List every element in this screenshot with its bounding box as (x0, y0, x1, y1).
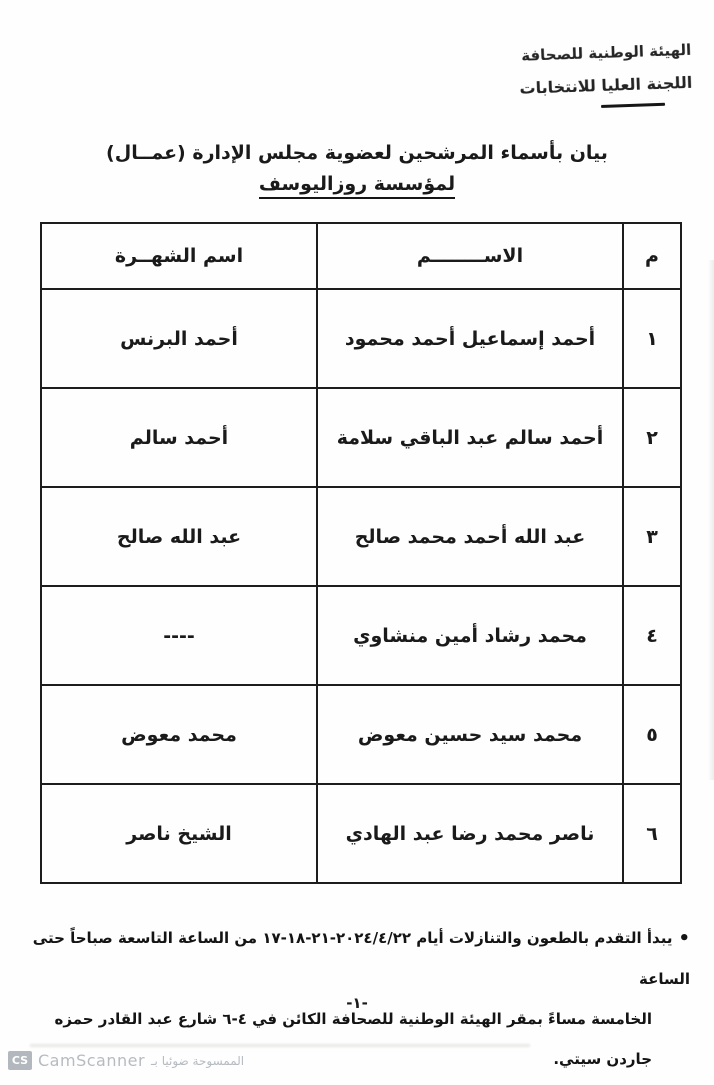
title-line-1: بيان بأسماء المرشحين لعضوية مجلس الإدارة (عمــال) (106, 142, 608, 164)
footnote-address-numbers: ٤-٦ (222, 1009, 247, 1028)
title-line-2 (0, 173, 714, 195)
table-row (41, 487, 681, 586)
scan-artifact (30, 1044, 530, 1047)
cell-nickname: عبد الله صالح (41, 487, 317, 586)
table-header-row (41, 223, 681, 289)
cell-number: ٤ (623, 586, 681, 685)
cell-number: ٢ (623, 388, 681, 487)
cell-name: أحمد إسماعيل أحمد محمود (317, 289, 623, 388)
footnote-text: يبدأ التقدم بالطعون والتنازلات أيام (411, 929, 673, 947)
header-number: م (623, 223, 681, 289)
cell-name: ناصر محمد رضا عبد الهادي (317, 784, 623, 883)
cell-nickname: ---- (41, 586, 317, 685)
bullet-icon: • (678, 927, 690, 949)
footnote-text: الخامسة مساءً بمقر الهيئة الوطنية للصحافة الكائن في (246, 1009, 652, 1028)
footnote-dates: ٢٠٢٤/٤/٢٢-٢١-١٨-١٧ (262, 929, 412, 947)
table-row (41, 784, 681, 883)
footnote-text: شارع عبد القادر حمزه جاردن سيتي. (54, 1009, 652, 1068)
stamp-underline (601, 103, 665, 108)
cell-number: ٥ (623, 685, 681, 784)
stamp-line-committee: اللجنة العليا للانتخابات (519, 72, 693, 98)
table-row (41, 289, 681, 388)
camscanner-logo-icon: CS (8, 1051, 32, 1070)
camscanner-watermark (8, 1051, 244, 1070)
cell-nickname: محمد معوض (41, 685, 317, 784)
page-number: -١- (346, 994, 368, 1012)
header-name: الاســــــــم (317, 223, 623, 289)
title-organization: لمؤسسة روزاليوسف (259, 173, 455, 199)
document-title (0, 142, 714, 195)
table-row (41, 388, 681, 487)
candidates-table (40, 222, 682, 884)
cell-name: أحمد سالم عبد الباقي سلامة (317, 388, 623, 487)
cell-number: ٣ (623, 487, 681, 586)
footnote-text: من الساعة التاسعة صباحاً حتى الساعة (32, 929, 690, 988)
footnote-line-1 (33, 929, 690, 988)
cell-nickname: الشيخ ناصر (41, 784, 317, 883)
table-row (41, 586, 681, 685)
header-nickname: اسم الشهــرة (41, 223, 317, 289)
handwritten-stamp (507, 41, 693, 111)
cell-number: ٦ (623, 784, 681, 883)
cell-name: عبد الله أحمد محمد صالح (317, 487, 623, 586)
cell-number: ١ (623, 289, 681, 388)
camscanner-brand: CamScanner (38, 1051, 146, 1070)
scan-edge-shadow (708, 260, 714, 780)
cell-nickname: أحمد سالم (41, 388, 317, 487)
cell-name: محمد رشاد أمين منشاوي (317, 586, 623, 685)
stamp-line-authority: الهيئة الوطنية للصحافة (520, 40, 692, 65)
cell-nickname: أحمد البرنس (41, 289, 317, 388)
table-row (41, 685, 681, 784)
camscanner-arabic-label: الممسوحة ضوئيا بـ (151, 1053, 245, 1068)
cell-name: محمد سيد حسين معوض (317, 685, 623, 784)
